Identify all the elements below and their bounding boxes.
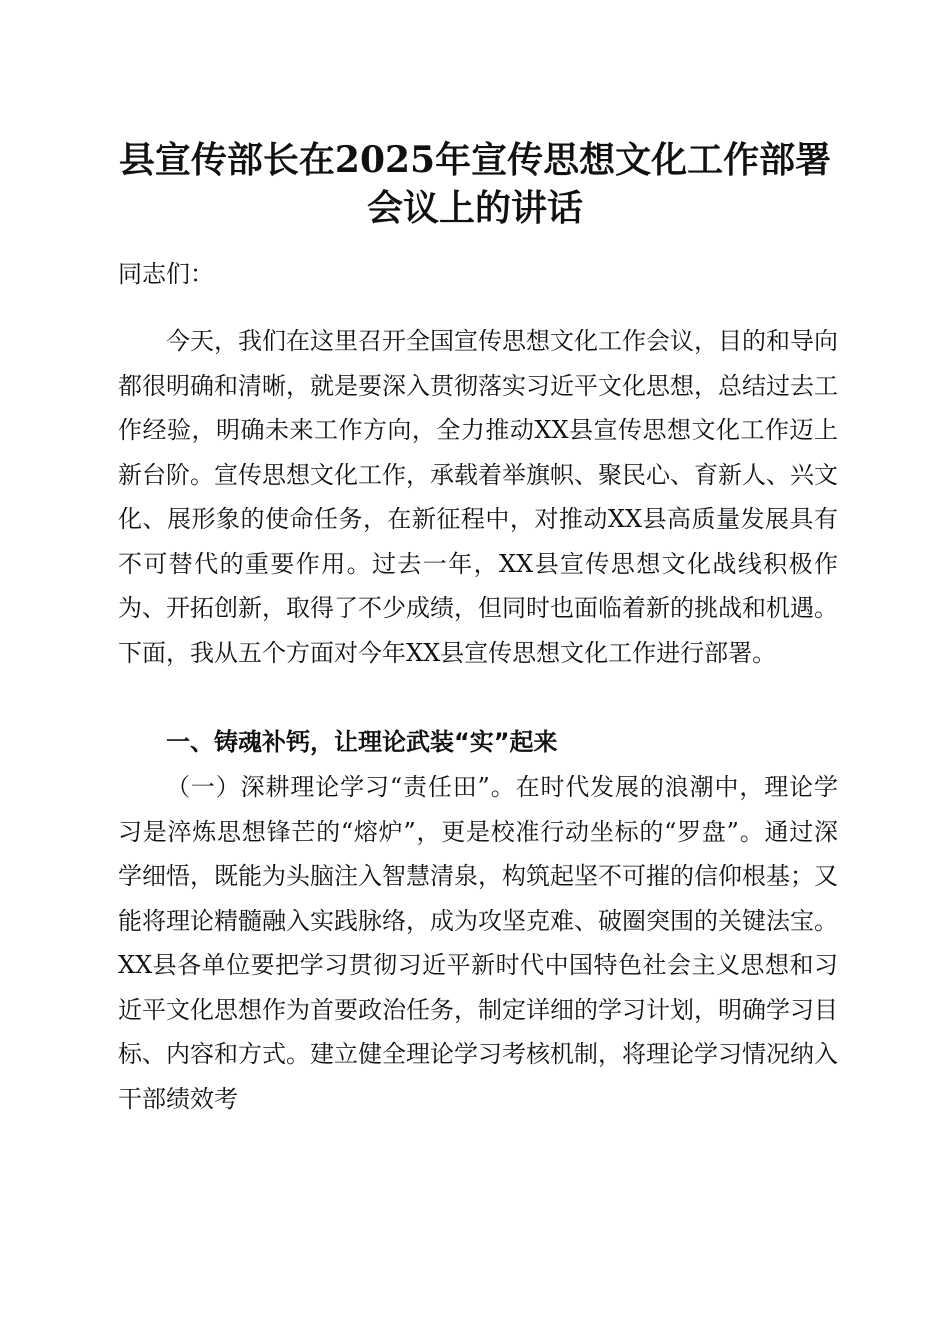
document-title-line-2: 会议上的讲话: [366, 187, 583, 229]
paragraph-section-1-1-text: 在时代发展的浪潮中，理论学习是淬炼思想锋芒的“熔炉”，更是校准行动坐标的“罗盘”。通过深学细悟，既能为头脑注入智慧清泉，构筑起坚不可摧的信仰根基；又能将理论精髓融入实践脉络，成为攻坚克难、破圈突围的关键法宝。XX县各单位要把学习贯彻习近平新时代中国特色社会主义思想和习近平文化思想作为首要政治任务，制定详细的学习计划，明确学习目标、内容和方式。建立健全理论学习考核机制，将理论学习情况纳入干部绩效考: [118, 773, 839, 1113]
paragraph-intro: 今天，我们在这里召开全国宣传思想文化工作会议，目的和导向都很明确和清晰，就是要深入贯彻落实习近平文化思想，总结过去工作经验，明确未来工作方向，全力推动XX县宣传思想文化工作迈上新台阶。宣传思想文化工作，承载着举旗帜、聚民心、育新人、兴文化、展形象的使命任务，在新征程中，对推动XX县高质量发展具有不可替代的重要作用。过去一年，XX县宣传思想文化战线积极作为、开拓创新，取得了不少成绩，但同时也面临着新的挑战和机遇。下面，我从五个方面对今年XX县宣传思想文化工作进行部署。: [118, 327, 838, 667]
section-heading-1: 一、铸魂补钙，让理论武装“实”起来: [166, 728, 558, 756]
greeting: 同志们：: [118, 260, 214, 288]
subsection-heading-1: （一）深耕理论学习“责任田”。: [166, 773, 516, 801]
document-title-line-1: 县宣传部长在2025年宣传思想文化工作部署: [118, 139, 832, 181]
paragraph-section-1-1: [118, 765, 838, 1121]
